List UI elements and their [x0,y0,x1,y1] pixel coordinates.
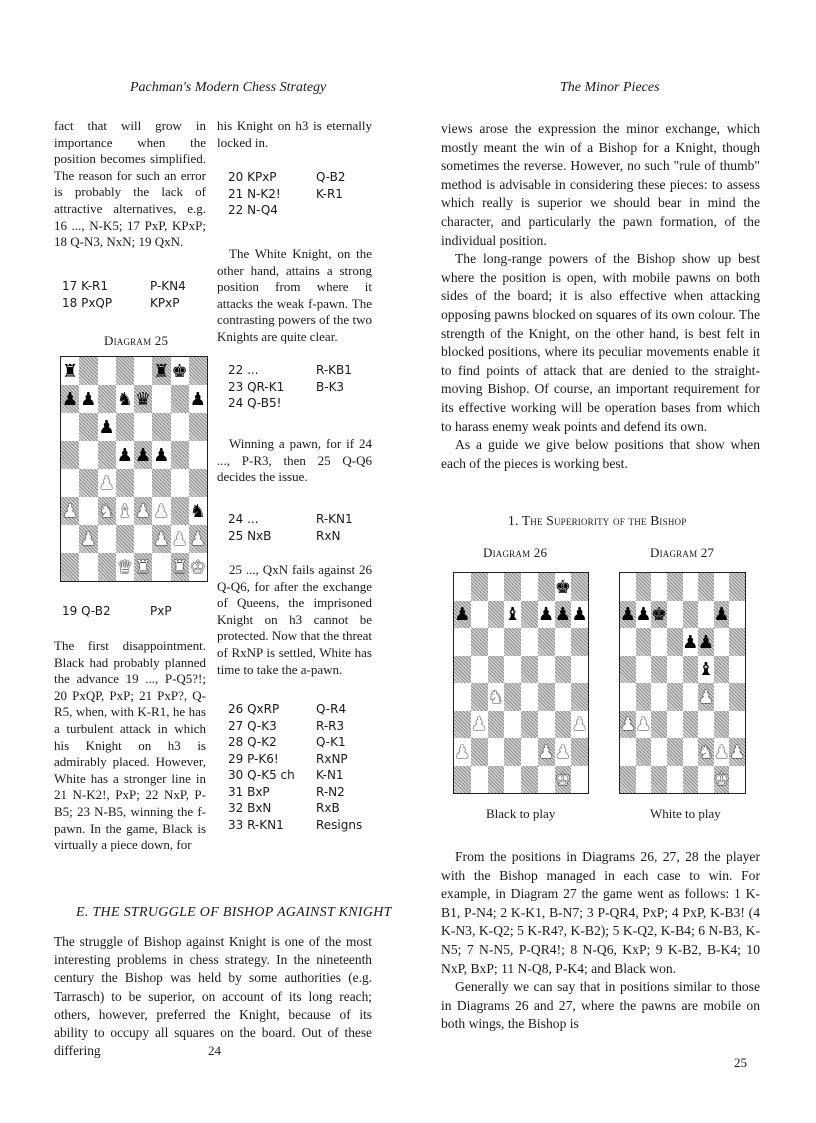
board-square-occupied [714,766,730,794]
black-pawn-icon: ♟ [698,631,714,652]
move-row: 21 N-K2! K-R1 [228,186,343,201]
board-square-occupied [152,357,170,385]
board-square-occupied [79,385,97,413]
move-row: 22 ... R-KB1 [228,363,352,377]
board-square [79,469,97,497]
board-square [521,738,538,766]
board-square [471,601,488,629]
board-square [454,711,471,739]
board-square [683,656,699,684]
board-square [620,766,636,794]
black-pawn-icon: ♟ [571,604,588,625]
board-square [714,656,730,684]
board-square [651,683,667,711]
board-square-occupied [189,525,207,553]
board-square [134,469,152,497]
move-row: 33 R-KN1 Resigns [228,817,363,832]
board-square [79,553,97,581]
board-square [667,738,683,766]
board-square [729,656,745,684]
white-pawn-icon: ♟ [554,741,571,762]
board-square-occupied [571,601,588,629]
board-square-occupied [620,601,636,629]
board-square [488,628,505,656]
board-square [61,525,79,553]
black-bishop-icon: ♝ [504,604,521,625]
board-square [454,656,471,684]
board-square [636,766,652,794]
white-pawn-icon: ♟ [729,741,745,762]
left-page-number: 24 [208,1043,221,1058]
board-square [538,573,555,601]
board-square [79,357,97,385]
move-row: 28 Q-K2 Q-K1 [228,735,346,749]
white-rook-icon: ♜ [135,557,152,577]
board-square [667,766,683,794]
board-square [471,628,488,656]
chess-board-diagram-25 [60,356,208,582]
board-square-occupied [171,357,189,385]
paragraph-3: As a guide we give below positions that show when each of the pieces is working best. [441,437,760,471]
board-square [667,573,683,601]
board-square [571,683,588,711]
board-square [79,497,97,525]
board-square [471,683,488,711]
board-square-occupied [651,601,667,629]
board-square-occupied [698,738,714,766]
black-pawn-icon: ♟ [635,604,652,625]
black-pawn-icon: ♟ [538,604,555,625]
diagram-25-caption: Diagram 25 [104,333,169,348]
board-square [683,711,699,739]
board-square [171,497,189,525]
board-square [98,385,116,413]
board-square [571,738,588,766]
board-square-occupied [538,738,555,766]
board-square [538,766,555,794]
board-square-occupied [189,553,207,581]
paragraph-1: views arose the expression the minor exchange, which mostly meant the win of a Bishop for a Knight, though sometimes the reverse. However, no such "rule of thumb" method is advisable in considering these pieces: to assess which really is superior we should bear in mind the character, and particularly the pawn formation, of the individual position. [441,121,760,248]
black-bishop-icon: ♝ [698,659,714,680]
board-square [171,413,189,441]
board-square [171,385,189,413]
black-pawn-icon: ♟ [98,417,115,437]
board-square [98,441,116,469]
board-square [521,573,538,601]
board-square-occupied [555,738,572,766]
move-row: 27 Q-K3 R-R3 [228,718,345,733]
move-row: 29 P-K6! RxNP [228,751,348,766]
board-square-occupied [98,413,116,441]
board-square [651,738,667,766]
left-col2-text4: 25 ..., QxN fails against 26 Q-Q6, for after the exchange of Queens, the imprisoned Knight on h3 cannot be protected. Now that the threat of RxNP is settled, White has time to take the a-pawn. [217,562,372,677]
white-pawn-icon: ♟ [454,741,471,762]
board-square [504,766,521,794]
move-row: 32 BxN RxB [228,801,340,815]
board-square [471,573,488,601]
board-square [471,656,488,684]
board-square [504,628,521,656]
board-square-occupied [171,525,189,553]
left-col1-text: fact that will grow in importance when the position becomes simplified. The reason for such an error is probably the lack of attractive alternatives, e.g. 16 ..., N-K5; 17 PxP, KPxP; 18 Q-N3, NxN; 19 QxN. [54,118,206,250]
white-pawn-icon: ♟ [189,529,206,549]
right-page-number: 25 [734,1055,747,1070]
left-running-head: Pachman's Modern Chess Strategy [130,80,327,95]
board-square [134,357,152,385]
white-pawn-icon: ♟ [635,714,652,735]
black-rook-icon: ♜ [153,361,170,381]
board-square [116,469,134,497]
board-square-occupied [714,601,730,629]
left-col2-text: his Knight on h3 is eternally locked in. [217,118,372,150]
chess-board-diagram-27 [619,572,746,794]
board-square [620,573,636,601]
board-square [521,683,538,711]
white-pawn-icon: ♟ [713,741,730,762]
board-square-occupied [555,766,572,794]
board-square [61,469,79,497]
board-square-occupied [454,601,471,629]
board-square-occupied [152,497,170,525]
black-pawn-icon: ♟ [189,389,206,409]
board-square [471,738,488,766]
board-square [538,628,555,656]
board-square [116,357,134,385]
board-square [61,413,79,441]
board-square [636,738,652,766]
board-square [683,766,699,794]
board-square [504,711,521,739]
move-row: 25 NxB RxN [228,528,341,543]
board-square [729,683,745,711]
board-square [189,469,207,497]
board-square [729,573,745,601]
board-square [683,573,699,601]
board-square [683,601,699,629]
board-square-occupied [61,357,79,385]
board-square [729,628,745,656]
section-text: The struggle of Bishop against Knight is one of the most interesting problems in chess strategy. In the nineteenth century the Bishop was held by some authorities (e.g. Tarrasch) to be superior, on account of its long reach; others, however, preferred the Knight, because of its ability to occupy all squares on the board. Out of these differing [54,934,372,1059]
board-square [729,711,745,739]
black-knight-icon: ♞ [189,501,206,521]
board-square-occupied [636,711,652,739]
section-title: E. THE STRUGGLE OF BISHOP AGAINST KNIGHT [76,905,392,920]
left-col2-moves-c [228,511,368,544]
move-row: 23 QR-K1 B-K3 [228,379,345,394]
board-square [714,573,730,601]
board-square [571,766,588,794]
board-square-occupied [189,385,207,413]
move-row: 22 N-Q4 [228,203,278,217]
black-pawn-icon: ♟ [62,389,79,409]
board-square [152,469,170,497]
board-square [651,628,667,656]
board-square [636,656,652,684]
left-col2-moves-d [228,701,368,833]
board-square [454,683,471,711]
board-square-occupied [729,738,745,766]
board-square [714,628,730,656]
board-square-occupied [61,497,79,525]
black-pawn-icon: ♟ [620,604,636,625]
white-knight-icon: ♞ [487,686,504,707]
board-square [116,413,134,441]
board-square [488,656,505,684]
diagram-26-caption: Diagram 26 [483,545,548,560]
board-square [189,357,207,385]
board-square [171,441,189,469]
black-pawn-icon: ♟ [80,389,97,409]
paragraph-5: Generally we can say that in positions similar to those in Diagrams 26 and 27, where the pawns are mobile on both wings, the Bishop is [441,979,760,1032]
black-pawn-icon: ♟ [713,604,730,625]
white-pawn-icon: ♟ [98,473,115,493]
board-square [555,711,572,739]
white-pawn-icon: ♟ [571,714,588,735]
board-square [488,738,505,766]
board-square [538,656,555,684]
board-square [134,525,152,553]
white-pawn-icon: ♟ [62,501,79,521]
board-square [61,553,79,581]
board-square [61,441,79,469]
board-square [555,656,572,684]
left-col2-text3: Winning a pawn, for if 24 ..., P-R3, then 25 Q-Q6 decides the issue. [217,436,372,485]
left-col2-text2: The White Knight, on the other hand, attains a strong position from where it attacks the weak f-pawn. The contrasting powers of the two Knights are quite clear. [217,246,372,344]
board-square-occupied [683,628,699,656]
board-square [651,711,667,739]
board-square-occupied [571,711,588,739]
board-square [171,469,189,497]
white-king-icon: ♚ [554,769,571,790]
white-pawn-icon: ♟ [153,529,170,549]
white-knight-icon: ♞ [698,741,714,762]
board-square [538,711,555,739]
board-square [488,601,505,629]
board-square-occupied [504,601,521,629]
board-square [504,738,521,766]
board-square-occupied [171,553,189,581]
board-square-occupied [538,601,555,629]
board-square [636,683,652,711]
board-square [636,628,652,656]
board-square [667,711,683,739]
board-square [667,628,683,656]
board-square [79,413,97,441]
move-row: 31 BxP R-N2 [228,784,345,799]
board-square [620,738,636,766]
board-square-occupied [471,711,488,739]
board-square [698,601,714,629]
board-square-occupied [698,656,714,684]
board-square [454,573,471,601]
board-square-occupied [134,385,152,413]
board-square [714,711,730,739]
paragraph-2: The long-range powers of the Bishop show up best where the position is open, with mobile pawns on both sides of the board; it is also effective when attacking opposing pawns blocked on squares of its own colour. The strength of the Knight, on the other hand, is best felt in blocked positions, where its peculiar movements enable it to find points of attack that are denied to the straight-moving Bishop. Of course, an important requirement for its effective working will be operation bases from which to harass enemy weak points and defend its own. [441,251,760,434]
board-square-occupied [454,738,471,766]
black-king-icon: ♚ [554,576,571,597]
board-square [651,573,667,601]
white-pawn-icon: ♟ [698,686,714,707]
board-square [571,573,588,601]
board-square-occupied [116,497,134,525]
board-square [729,766,745,794]
board-square-occupied [555,573,572,601]
subsection-title: 1. The Superiority of the Bishop [508,513,687,528]
move-row: 17 K-R1 P-KN4 [62,279,186,293]
board-square-occupied [620,711,636,739]
board-square [521,628,538,656]
black-king-icon: ♚ [651,604,667,625]
board-square [488,573,505,601]
left-col1-text2: The first disappointment. Black had probably planned the advance 19 ..., P-Q5?!; 20 PxQP, PxP; 21 PxP?, Q-R5, when, with K-R1, he has a turbulent attack in which his Knight on h3 is admirably placed. However, White has a stronger line in 21 N-K2!, PxP; 22 NxP, P-B5; 23 N-B5, winning the f-pawn. In the game, Black is virtually a piece down, for [54,638,206,853]
left-col1-moves [62,278,202,311]
black-pawn-icon: ♟ [554,604,571,625]
white-knight-icon: ♞ [98,501,115,521]
board-square-occupied [134,441,152,469]
diagram-27-caption: Diagram 27 [650,545,715,560]
board-square-occupied [134,497,152,525]
white-pawn-icon: ♟ [135,501,152,521]
white-king-icon: ♚ [713,769,730,790]
black-pawn-icon: ♟ [454,604,471,625]
black-pawn-icon: ♟ [135,445,152,465]
right-body-top [441,120,760,473]
right-body-bottom [441,848,760,1034]
board-square [152,413,170,441]
board-square [98,525,116,553]
board-square [189,413,207,441]
board-square-occupied [636,601,652,629]
board-square [620,683,636,711]
white-bishop-icon: ♝ [116,501,133,521]
move-row: 18 PxQP KPxP [62,295,180,310]
board-square [504,656,521,684]
board-square-occupied [698,683,714,711]
black-pawn-icon: ♟ [682,631,699,652]
board-square [538,683,555,711]
board-square [683,738,699,766]
black-queen-icon: ♛ [135,389,152,409]
black-rook-icon: ♜ [62,361,79,381]
board-square-occupied [555,601,572,629]
board-square [98,357,116,385]
move-row: 24 Q-B5! [228,396,282,410]
board-square-occupied [61,385,79,413]
left-col2-moves-b [228,362,368,412]
white-pawn-icon: ♟ [153,501,170,521]
move-row: 24 ... R-KN1 [228,512,353,526]
chess-board-diagram-26 [453,572,589,794]
board-square [98,553,116,581]
board-square [636,573,652,601]
diagram-26-to-move: Black to play [486,806,556,821]
board-square-occupied [79,525,97,553]
board-square [116,525,134,553]
board-square [79,441,97,469]
board-square-occupied [116,553,134,581]
board-square [555,683,572,711]
board-square [189,441,207,469]
board-square [152,385,170,413]
board-square [651,766,667,794]
board-square [729,601,745,629]
board-square [488,766,505,794]
board-square-occupied [714,738,730,766]
white-pawn-icon: ♟ [80,529,97,549]
white-pawn-icon: ♟ [538,741,555,762]
board-square [454,628,471,656]
black-pawn-icon: ♟ [153,445,170,465]
board-square [521,766,538,794]
board-square-occupied [98,497,116,525]
board-square [134,413,152,441]
board-square-occupied [134,553,152,581]
right-running-head: The Minor Pieces [560,80,660,95]
left-col2-moves-a [228,169,368,219]
board-square [504,683,521,711]
board-square-occupied [698,628,714,656]
board-square-occupied [152,441,170,469]
white-pawn-icon: ♟ [471,714,488,735]
board-square [683,683,699,711]
white-pawn-icon: ♟ [620,714,636,735]
board-square [521,656,538,684]
move-row: 26 QxRP Q-R4 [228,702,347,716]
board-square-occupied [189,497,207,525]
board-square [504,573,521,601]
board-square [152,553,170,581]
board-square [454,766,471,794]
move-row: 19 Q-B2 PxP [62,604,172,618]
white-pawn-icon: ♟ [171,529,188,549]
board-square-occupied [116,385,134,413]
board-square-occupied [116,441,134,469]
board-square [714,683,730,711]
board-square [521,711,538,739]
black-knight-icon: ♞ [116,389,133,409]
move-row: 30 Q-K5 ch K-N1 [228,768,344,782]
paragraph-4: From the positions in Diagrams 26, 27, 28 the player with the Bishop managed in each case to win. For example, in Diagram 27 the game went as follows: 1 K-B1, P-N4; 2 K-K1, B-N7; 3 P-QR4, PxP; 4 PxP, K-B3! (4 K-N3, K-Q2; 5 K-R4?, K-B2); 5 K-Q2, K-B4; 6 N-B3, K-N5; 7 N-N5, P-QR4!; 8 N-Q6, KxP; 9 K-B2, B-K4; 10 NxP, BxP; 11 N-Q8, P-K4; and Black won. [441,849,760,976]
board-square [667,683,683,711]
board-square-occupied [98,469,116,497]
board-square [667,656,683,684]
board-square [698,711,714,739]
board-square [571,656,588,684]
board-square [521,601,538,629]
white-king-icon: ♚ [189,557,206,577]
board-square [571,628,588,656]
board-square [698,766,714,794]
board-square-occupied [152,525,170,553]
white-queen-icon: ♛ [116,557,133,577]
white-rook-icon: ♜ [171,557,188,577]
board-square [471,766,488,794]
board-square [667,601,683,629]
board-square [620,656,636,684]
move-row: 20 KPxP Q-B2 [228,170,346,184]
board-square-occupied [488,683,505,711]
board-square [698,573,714,601]
board-square [555,628,572,656]
left-col1-move19 [62,603,202,620]
board-square [651,656,667,684]
black-king-icon: ♚ [171,361,188,381]
board-square [488,711,505,739]
diagram-27-to-move: White to play [650,806,721,821]
black-pawn-icon: ♟ [116,445,133,465]
board-square [620,628,636,656]
